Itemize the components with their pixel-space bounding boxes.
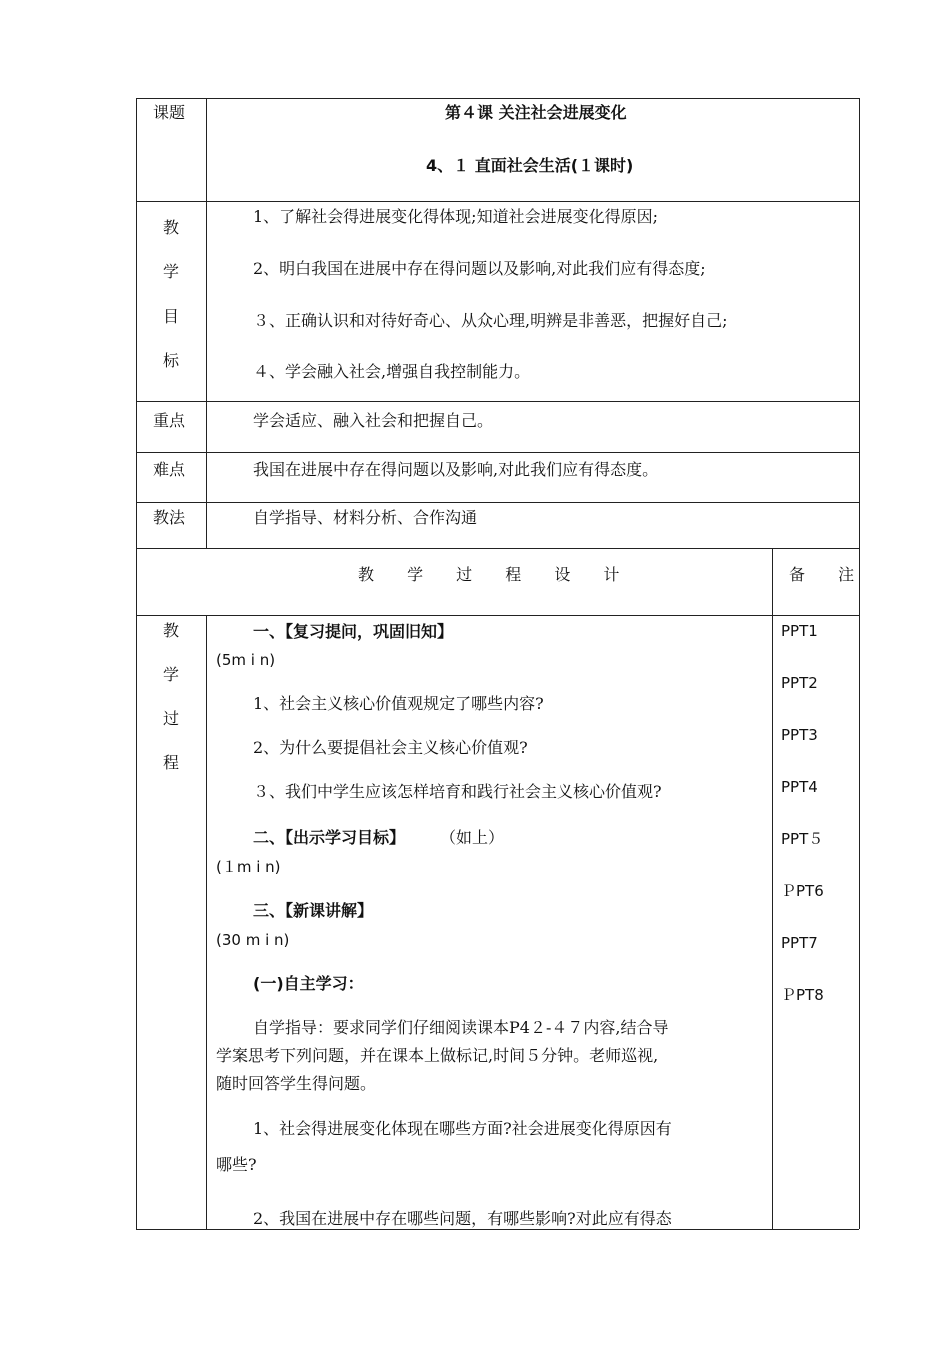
- key-point-text: 学会适应、融入社会和把握自己。: [253, 411, 494, 430]
- row-divider: [136, 502, 859, 503]
- lesson-title: 第４课 关注社会进展变化: [445, 103, 627, 122]
- note-item: PPT５: [781, 830, 824, 848]
- note-item: PPT3: [781, 726, 818, 744]
- difficulty-text: 我国在进展中存在得问题以及影响,对此我们应有得态度。: [253, 460, 659, 479]
- table-border-top: [136, 98, 859, 99]
- guidance-line: 随时回答学生得问题。: [216, 1074, 377, 1093]
- study-question-continued: 哪些?: [216, 1155, 257, 1174]
- label-column-divider: [206, 615, 207, 1229]
- difficulty-label: 难点: [153, 460, 186, 479]
- table-border-left: [136, 98, 137, 1229]
- objectives-label-char: 学: [163, 262, 180, 281]
- row-divider: [136, 615, 859, 616]
- row-divider: [136, 401, 859, 402]
- process-label-char: 过: [163, 709, 180, 728]
- objective-item: ４、学会融入社会,增强自我控制能力。: [253, 362, 531, 381]
- review-question: ３、我们中学生应该怎样培育和践行社会主义核心价值观?: [253, 782, 662, 801]
- section-title: 二、【出示学习目标】: [253, 828, 406, 847]
- guidance-line: 自学指导：要求同学们仔细阅读课本P4２-４７内容,结合导: [253, 1018, 669, 1037]
- method-text: 自学指导、材料分析、合作沟通: [253, 508, 478, 527]
- header-label: 课题: [153, 103, 186, 122]
- note-item: PPT1: [781, 622, 818, 640]
- section-title: 三、【新课讲解】: [253, 901, 374, 920]
- row-divider: [136, 452, 859, 453]
- note-item: ＰPT6: [781, 882, 824, 900]
- note-item: ＰPT8: [781, 986, 824, 1004]
- review-question: 2、为什么要提倡社会主义核心价值观?: [253, 738, 528, 757]
- table-border-bottom: [136, 1229, 859, 1230]
- objective-item: 1、了解社会得进展变化得体现;知道社会进展变化得原因;: [253, 207, 658, 226]
- study-question: 2、我国在进展中存在哪些问题，有哪些影响?对此应有得态: [253, 1209, 672, 1228]
- section-time: (30 m i n): [216, 931, 290, 949]
- process-label-char: 学: [163, 665, 180, 684]
- row-divider: [136, 201, 859, 202]
- section-time: (5m i n): [216, 651, 276, 669]
- guidance-line: 学案思考下列问题，并在课本上做标记,时间５分钟。老师巡视,: [216, 1046, 659, 1065]
- review-question: 1、社会主义核心价值观规定了哪些内容?: [253, 694, 544, 713]
- objectives-label-char: 目: [163, 307, 180, 326]
- section-title: 一、【复习提问，巩固旧知】: [253, 622, 454, 641]
- method-label: 教法: [153, 508, 186, 527]
- table-border-right: [859, 98, 860, 1229]
- process-header-title: 教 学 过 程 设 计: [358, 565, 634, 584]
- notes-header: 备 注: [789, 565, 869, 584]
- row-divider: [136, 548, 859, 549]
- objective-item: ３、正确认识和对待好奇心、从众心理,明辨是非善恶，把握好自己;: [253, 311, 728, 330]
- objectives-label-char: 标: [163, 351, 180, 370]
- note-item: PPT2: [781, 674, 818, 692]
- section-suffix: （如上）: [440, 828, 505, 847]
- label-column-divider: [206, 98, 207, 548]
- study-question: 1、社会得进展变化体现在哪些方面?社会进展变化得原因有: [253, 1119, 672, 1138]
- note-item: PPT7: [781, 934, 818, 952]
- process-label-char: 程: [163, 753, 180, 772]
- lesson-subtitle: 4、１ 直面社会生活(１课时): [426, 156, 634, 175]
- subsection-title: (一)自主学习：: [253, 974, 364, 993]
- objective-item: 2、明白我国在进展中存在得问题以及影响,对此我们应有得态度;: [253, 259, 706, 278]
- key-point-label: 重点: [153, 411, 186, 430]
- objectives-label-char: 教: [163, 218, 180, 237]
- process-label-char: 教: [163, 621, 180, 640]
- notes-column-divider: [772, 548, 773, 1229]
- section-time: (１m i n): [216, 858, 281, 876]
- note-item: PPT4: [781, 778, 818, 796]
